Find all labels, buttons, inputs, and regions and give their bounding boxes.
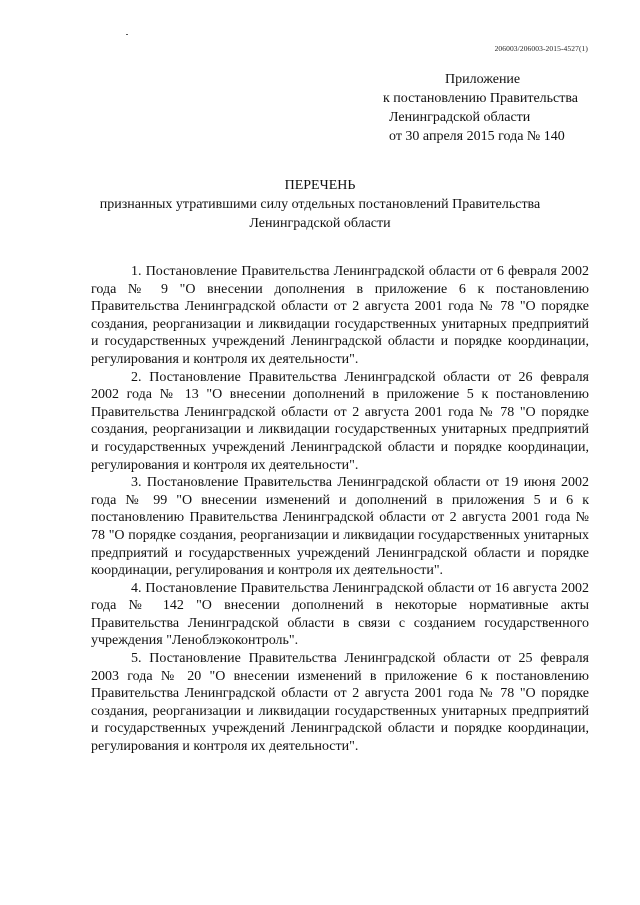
document-title: ПЕРЕЧЕНЬ xyxy=(284,178,356,193)
list-item-2: 2. Постановление Правительства Ленинградской области от 26 февраля 2002 года № 13 "О внесении дополнений в приложение 5 к постановлению Правительства Ленинградской области от 2 августа 2001 года № 78 "О порядке создания, реорганизации и ликвидации государственных унитарных предприятий и государственных учреждений Ленинградской области и порядке координации, регулирования и контроля их деятельности". xyxy=(91,369,589,473)
document-subtitle: признанных утратившими силу отдельных постановлений Правительства Ленинградской области xyxy=(99,197,541,231)
document-body xyxy=(91,263,589,756)
appendix-line-3: Ленинградской области xyxy=(389,110,531,125)
list-item-3: 3. Постановление Правительства Ленинградской области от 19 июня 2002 года № 99 "О внесении изменений и дополнений в приложения 5 и 6 к постановлению Правительства Ленинградской области от 2 августа 2001 года № 78 "О порядке создания, реорганизации и ликвидации государственных унитарных предприятий и государственных учреждений Ленинградской области и порядке координации, регулирования и контроля их деятельности". xyxy=(91,475,589,579)
appendix-block xyxy=(383,70,578,146)
appendix-line-2: к постановлению Правительства xyxy=(383,91,579,106)
appendix-line-4: от 30 апреля 2015 года № 140 xyxy=(389,129,565,144)
list-item-1: 1. Постановление Правительства Ленинградской области от 6 февраля 2002 года № 9 "О внесении дополнения в приложение 6 к постановлению Правительства Ленинградской области от 2 августа 2001 года № 78 "О порядке создания, реорганизации и ликвидации государственных унитарных предприятий и государственных учреждений Ленинградской области и порядке координации, регулирования и контроля их деятельности". xyxy=(91,264,589,367)
appendix-line-1: Приложение xyxy=(445,72,521,87)
document-id: 206003/206003-2015-4527(1) xyxy=(494,44,588,53)
list-item-5: 5. Постановление Правительства Ленинградской области от 25 февраля 2003 года № 20 "О внесении изменений в приложение 6 к постановлению Правительства Ленинградской области от 2 августа 2001 года № 78 "О порядке создания, реорганизации и ликвидации государственных унитарных предприятий и государственных учреждений Ленинградской области и порядке координации, регулирования и контроля их деятельности". xyxy=(91,651,589,755)
document-heading xyxy=(0,176,640,233)
list-item-4: 4. Постановление Правительства Ленинградской области от 16 августа 2002 года № 142 "О внесении дополнений в некоторые нормативные акты Правительства Ленинградской области в связи с созданием государственного учреждения "Леноблэкоконтроль". xyxy=(91,580,589,649)
scan-speck xyxy=(126,34,128,35)
